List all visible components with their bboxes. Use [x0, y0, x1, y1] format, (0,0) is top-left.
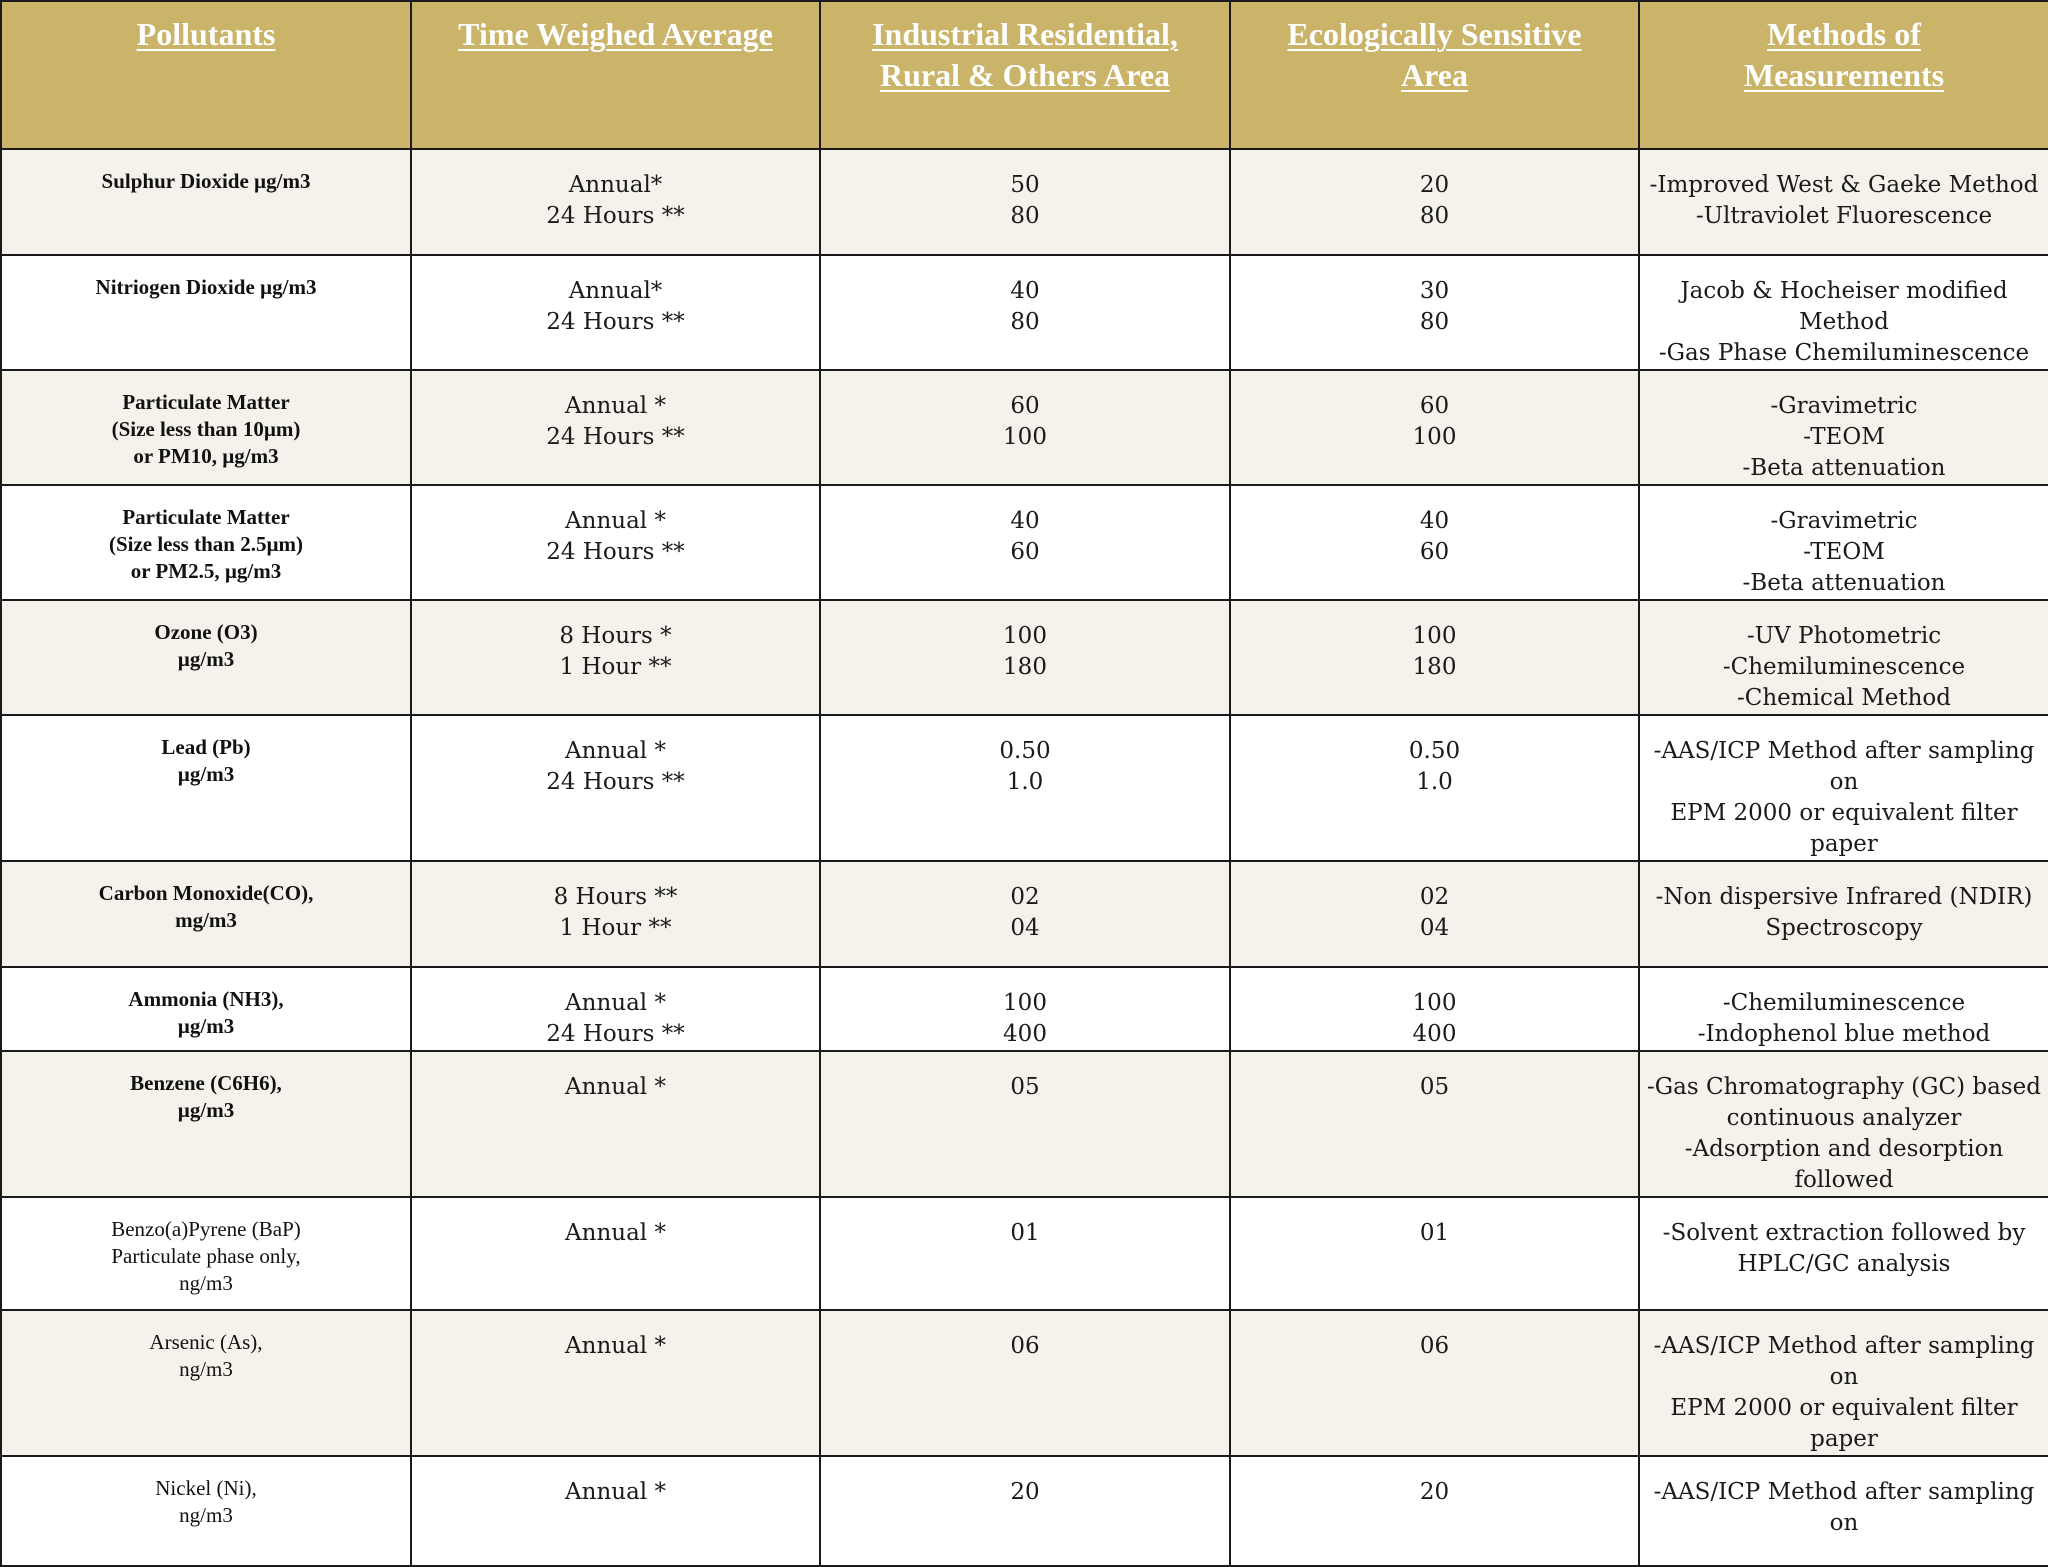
time-weighted-value: Annual* 24 Hours ** — [546, 278, 685, 335]
table-row — [1, 1197, 2048, 1310]
header-pollutants-label: Pollutants — [136, 16, 276, 52]
methods-cell — [1639, 1197, 2048, 1310]
ecological-value: 20 — [1419, 1479, 1450, 1505]
industrial-value: 40 60 — [1010, 508, 1040, 565]
methods-cell — [1639, 1051, 2048, 1197]
industrial-value: 0.50 1.0 — [999, 738, 1051, 795]
time-weighted-value: Annual * — [565, 1220, 666, 1246]
methods-value: -Gravimetric -TEOM -Beta attenuation — [1742, 393, 1946, 481]
header-industrial-area-label: Industrial Residential, Rural & Others Area — [872, 16, 1178, 93]
time-weighted-value: Annual * — [565, 1074, 666, 1100]
industrial-value: 05 — [1010, 1074, 1040, 1100]
methods-value: -Solvent extraction followed by HPLC/GC analysis — [1662, 1220, 2026, 1277]
table-row — [1, 967, 2048, 1051]
industrial-value: 01 — [1010, 1220, 1040, 1246]
industrial-value: 06 — [1010, 1333, 1040, 1359]
pollutant-name: Carbon Monoxide(CO), mg/m3 — [98, 881, 314, 932]
pollutant-cell — [1, 370, 411, 485]
ecological-value: 100 180 — [1412, 623, 1457, 680]
time-cell — [411, 861, 820, 967]
header-methods-of-measurement — [1639, 1, 2048, 149]
time-cell — [411, 600, 820, 715]
ecological-cell — [1230, 1310, 1639, 1456]
table-row — [1, 861, 2048, 967]
pollutant-cell — [1, 1456, 411, 1566]
time-cell — [411, 485, 820, 600]
table-row — [1, 485, 2048, 600]
pollutant-cell — [1, 715, 411, 861]
ecological-value: 100 400 — [1412, 990, 1457, 1047]
header-ecologically-sensitive-area-label: Ecologically Sensitive Area — [1287, 16, 1582, 93]
pollutant-name: Sulphur Dioxide µg/m3 — [101, 169, 311, 193]
industrial-cell — [820, 1197, 1230, 1310]
ecological-cell — [1230, 1197, 1639, 1310]
methods-cell — [1639, 1456, 2048, 1566]
industrial-cell — [820, 255, 1230, 370]
methods-cell — [1639, 149, 2048, 255]
industrial-value: 40 80 — [1010, 278, 1040, 335]
industrial-value: 100 180 — [1003, 623, 1047, 680]
industrial-cell — [820, 370, 1230, 485]
pollutant-cell — [1, 255, 411, 370]
ecological-value: 20 80 — [1419, 172, 1450, 229]
time-weighted-value: Annual * — [565, 1479, 666, 1505]
time-cell — [411, 1456, 820, 1566]
methods-cell — [1639, 370, 2048, 485]
table-row — [1, 370, 2048, 485]
ecological-cell — [1230, 255, 1639, 370]
time-cell — [411, 1197, 820, 1310]
time-weighted-value: Annual * 24 Hours ** — [546, 393, 685, 450]
table-row — [1, 255, 2048, 370]
pollutant-cell — [1, 861, 411, 967]
ecological-cell — [1230, 1456, 1639, 1566]
pollutant-cell — [1, 1051, 411, 1197]
ecological-cell — [1230, 149, 1639, 255]
table-row — [1, 1456, 2048, 1566]
methods-value: Jacob & Hocheiser modified Method -Gas Phase Chemiluminescence — [1658, 278, 2030, 366]
methods-value: -AAS/ICP Method after sampling on — [1653, 1479, 2035, 1536]
header-methods-label: Methods of Measurements — [1743, 16, 1945, 93]
methods-cell — [1639, 861, 2048, 967]
methods-value: -Gravimetric -TEOM -Beta attenuation — [1742, 508, 1946, 596]
methods-value: -Non dispersive Infrared (NDIR) Spectroscopy — [1655, 884, 2033, 941]
time-weighted-value: Annual* 24 Hours ** — [546, 172, 685, 229]
ecological-cell — [1230, 370, 1639, 485]
ecological-cell — [1230, 861, 1639, 967]
header-ecologically-sensitive-area — [1230, 1, 1639, 149]
pollutant-name: Particulate Matter (Size less than 2.5µm) or PM2.5, µg/m3 — [108, 505, 304, 583]
industrial-value: 20 — [1010, 1479, 1040, 1505]
header-time-weighted-average-label: Time Weighed Average — [458, 16, 773, 52]
time-cell — [411, 255, 820, 370]
table-row — [1, 715, 2048, 861]
table-row — [1, 149, 2048, 255]
industrial-value: 50 80 — [1010, 172, 1040, 229]
industrial-value: 60 100 — [1003, 393, 1047, 450]
header-pollutants — [1, 1, 411, 149]
methods-value: -Improved West & Gaeke Method -Ultraviolet Fluorescence — [1649, 172, 2039, 229]
industrial-cell — [820, 861, 1230, 967]
time-cell — [411, 370, 820, 485]
ecological-value: 01 — [1419, 1220, 1450, 1246]
time-weighted-value: Annual * 24 Hours ** — [546, 508, 685, 565]
ecological-cell — [1230, 715, 1639, 861]
table-header-row — [1, 1, 2048, 149]
methods-value: -Chemiluminescence -Indophenol blue method — [1697, 990, 1991, 1047]
ecological-value: 06 — [1419, 1333, 1450, 1359]
header-time-weighted-average — [411, 1, 820, 149]
pollutant-name: Arsenic (As), ng/m3 — [149, 1330, 263, 1381]
methods-cell — [1639, 255, 2048, 370]
ecological-value: 40 60 — [1419, 508, 1450, 565]
pollutant-name: Lead (Pb) µg/m3 — [161, 735, 251, 786]
ecological-value: 05 — [1419, 1074, 1450, 1100]
header-industrial-area — [820, 1, 1230, 149]
industrial-cell — [820, 1456, 1230, 1566]
pollutant-name: Particulate Matter (Size less than 10µm) or PM10, µg/m3 — [111, 390, 301, 468]
industrial-cell — [820, 967, 1230, 1051]
ecological-cell — [1230, 600, 1639, 715]
ecological-value: 60 100 — [1412, 393, 1457, 450]
time-cell — [411, 149, 820, 255]
ecological-value: 0.50 1.0 — [1408, 738, 1461, 795]
industrial-cell — [820, 600, 1230, 715]
methods-value: -AAS/ICP Method after sampling on EPM 2000 or equivalent filter paper — [1653, 1333, 2035, 1452]
table-row — [1, 1310, 2048, 1456]
pollutant-name: Benzo(a)Pyrene (BaP) Particulate phase only, ng/m3 — [111, 1217, 301, 1295]
pollutant-cell — [1, 149, 411, 255]
pollutant-cell — [1, 967, 411, 1051]
pollutant-name: Ozone (O3) µg/m3 — [154, 620, 258, 671]
industrial-value: 02 04 — [1010, 884, 1040, 941]
time-cell — [411, 967, 820, 1051]
time-weighted-value: Annual * — [565, 1333, 666, 1359]
ecological-cell — [1230, 485, 1639, 600]
time-cell — [411, 1051, 820, 1197]
methods-cell — [1639, 600, 2048, 715]
pollutant-cell — [1, 1310, 411, 1456]
industrial-value: 100 400 — [1003, 990, 1047, 1047]
pollutant-cell — [1, 485, 411, 600]
ecological-value: 02 04 — [1419, 884, 1450, 941]
methods-value: -UV Photometric -Chemiluminescence -Chemical Method — [1722, 623, 1966, 711]
methods-cell — [1639, 967, 2048, 1051]
industrial-cell — [820, 485, 1230, 600]
pollutant-name: Nickel (Ni), ng/m3 — [155, 1476, 257, 1527]
pollutant-cell — [1, 600, 411, 715]
pollutant-name: Benzene (C6H6), µg/m3 — [130, 1071, 282, 1122]
methods-value: -Gas Chromatography (GC) based continuous analyzer -Adsorption and desorption followed — [1647, 1074, 2041, 1193]
table-row — [1, 600, 2048, 715]
time-weighted-value: Annual * 24 Hours ** — [546, 990, 685, 1047]
pollutant-cell — [1, 1197, 411, 1310]
methods-value: -AAS/ICP Method after sampling on EPM 2000 or equivalent filter paper — [1653, 738, 2035, 857]
table-row — [1, 1051, 2048, 1197]
methods-cell — [1639, 485, 2048, 600]
time-weighted-value: 8 Hours * 1 Hour ** — [559, 623, 672, 680]
ecological-cell — [1230, 1051, 1639, 1197]
time-cell — [411, 715, 820, 861]
time-cell — [411, 1310, 820, 1456]
industrial-cell — [820, 715, 1230, 861]
ecological-value: 30 80 — [1419, 278, 1450, 335]
pollutant-name: Ammonia (NH3), µg/m3 — [128, 987, 284, 1038]
industrial-cell — [820, 149, 1230, 255]
methods-cell — [1639, 1310, 2048, 1456]
methods-cell — [1639, 715, 2048, 861]
industrial-cell — [820, 1051, 1230, 1197]
ecological-cell — [1230, 967, 1639, 1051]
industrial-cell — [820, 1310, 1230, 1456]
pollutant-name: Nitriogen Dioxide µg/m3 — [95, 275, 317, 299]
time-weighted-value: 8 Hours ** 1 Hour ** — [553, 884, 678, 941]
time-weighted-value: Annual * 24 Hours ** — [546, 738, 685, 795]
